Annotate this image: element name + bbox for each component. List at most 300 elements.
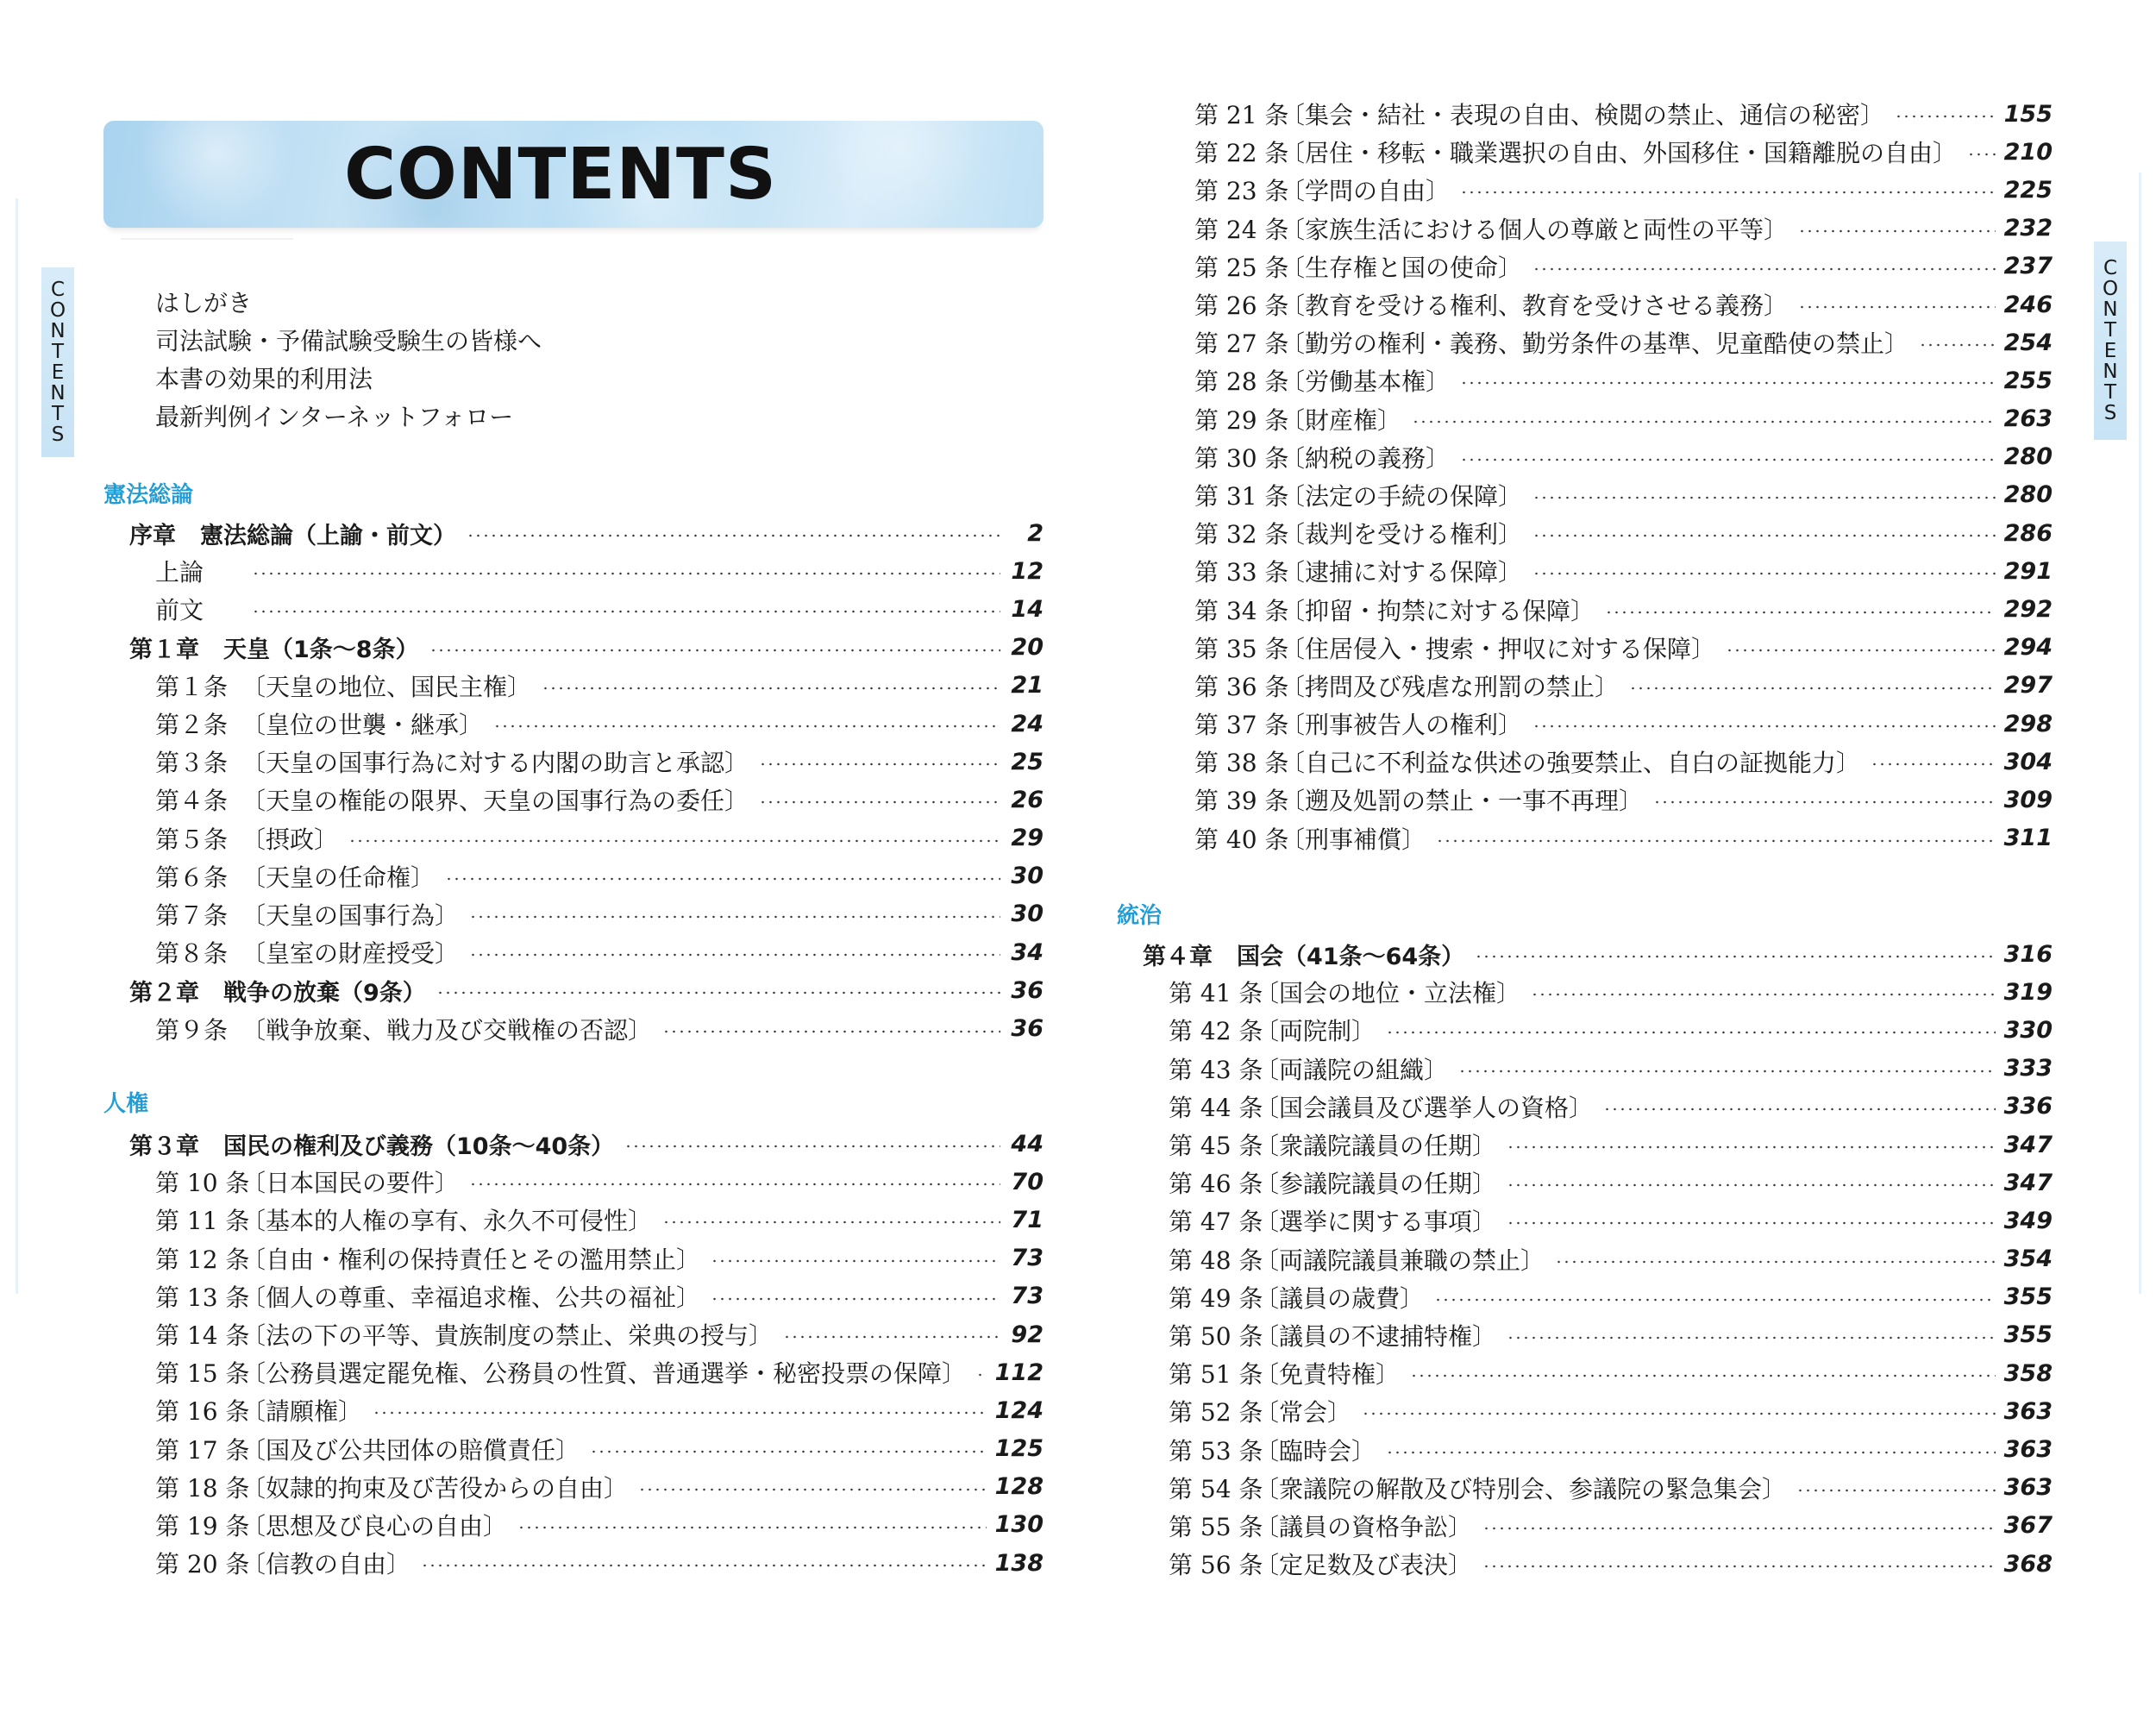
toc-number: 第 17 条 — [155, 1435, 250, 1465]
toc-title: 〔皇室の財産授受〕 — [241, 939, 460, 969]
toc-article-row[interactable] — [1143, 1088, 2053, 1126]
toc-page-number: 92 — [1011, 1321, 1044, 1348]
toc-title: 〔奴隷的拘束及び苦役からの自由〕 — [241, 1473, 629, 1503]
dot-leader — [1460, 458, 1996, 461]
dot-leader — [348, 839, 1000, 843]
toc-title: 〔逮捕に対する保障〕 — [1281, 558, 1523, 587]
toc-number: 第 29 条 — [1194, 405, 1289, 435]
toc-page-number: 297 — [2003, 672, 2053, 700]
toc-title: 〔国及び公共団体の賠償責任〕 — [241, 1435, 580, 1465]
toc-title: 〔臨時会〕 — [1255, 1436, 1376, 1465]
toc-article-row[interactable] — [1143, 1430, 2053, 1468]
toc-title: 〔国会議員及び選挙人の資格〕 — [1255, 1093, 1594, 1122]
section-heading-tochi: 統治 — [1117, 903, 1163, 929]
toc-article-row[interactable] — [1169, 629, 2053, 667]
toc-number: 第 18 条 — [155, 1473, 250, 1503]
dot-leader — [662, 1220, 1000, 1224]
toc-title: 〔生存権と国の使命〕 — [1281, 253, 1523, 282]
toc-page-number: 112 — [994, 1358, 1044, 1386]
dot-leader — [1460, 191, 1996, 194]
dot-leader — [1532, 572, 1996, 575]
toc-number: 第 51 条 — [1169, 1360, 1263, 1390]
toc-article-row[interactable] — [1143, 1278, 2053, 1316]
toc-number: 第 33 条 — [1194, 558, 1289, 587]
toc-article-row[interactable] — [129, 1544, 1044, 1582]
toc-number: 第 39 条 — [1194, 787, 1289, 816]
toc-page-number: 34 — [1011, 938, 1044, 966]
toc-title: 国会（41条～64条） — [1237, 943, 1465, 970]
toc-title: 〔思想及び良心の自由〕 — [241, 1511, 508, 1540]
toc-article-row[interactable] — [129, 1009, 1044, 1047]
dot-leader — [1482, 1565, 1996, 1568]
dot-leader — [1531, 993, 1996, 996]
toc-article-row[interactable] — [1169, 361, 2053, 399]
toc-article-row[interactable] — [129, 1277, 1044, 1315]
toc-title: 〔住居侵入・捜索・押収に対する保障〕 — [1281, 634, 1716, 663]
dot-leader — [252, 572, 1000, 575]
toc-article-row[interactable] — [1143, 1392, 2053, 1430]
toc-number: 第１章 — [129, 637, 199, 664]
toc-page-number: 30 — [1011, 863, 1044, 890]
toc-page-number: 298 — [2003, 710, 2053, 737]
toc-number: 第 25 条 — [1194, 253, 1289, 282]
toc-page-number: 304 — [2003, 748, 2053, 775]
toc-page-number: 263 — [2003, 405, 2053, 433]
toc-title: 〔刑事被告人の権利〕 — [1281, 711, 1523, 740]
toc-title: 〔納税の義務〕 — [1281, 443, 1451, 473]
toc-page-number: 73 — [1011, 1283, 1044, 1310]
dot-leader — [517, 1526, 987, 1529]
intro-item[interactable]: 最新判例インターネットフォロー — [155, 403, 514, 431]
toc-title: 〔皇位の世襲・継承〕 — [241, 711, 484, 740]
toc-number: 第 48 条 — [1169, 1246, 1263, 1275]
toc-article-row[interactable] — [129, 1315, 1044, 1353]
toc-page-number: 24 — [1011, 710, 1044, 737]
toc-number: 第 20 条 — [155, 1550, 250, 1579]
toc-page-number: 319 — [2003, 978, 2053, 1006]
toc-page-number: 70 — [1011, 1168, 1044, 1195]
toc-article-row[interactable] — [129, 895, 1044, 933]
intro-item[interactable]: 本書の効果的利用法 — [155, 365, 373, 393]
toc-page-number: 292 — [2003, 596, 2053, 624]
toc-article-row[interactable] — [1169, 133, 2053, 171]
toc-title: 〔天皇の地位、国民主権〕 — [241, 672, 532, 701]
toc-article-row[interactable] — [1143, 973, 2053, 1011]
dot-leader — [711, 1259, 1000, 1263]
toc-page-number: 354 — [2003, 1246, 2053, 1273]
toc-article-row[interactable] — [129, 1430, 1044, 1468]
toc-number: 第 45 条 — [1169, 1132, 1263, 1161]
toc-page-number: 333 — [2003, 1055, 2053, 1082]
toc-number: 第 40 条 — [1194, 825, 1289, 854]
dot-leader — [1555, 1260, 1996, 1264]
dot-leader — [469, 953, 1000, 957]
toc-number: 第 56 条 — [1169, 1551, 1263, 1580]
dot-leader — [1629, 687, 1996, 690]
toc-title: 〔抑留・拘禁に対する保障〕 — [1281, 596, 1595, 625]
section-heading-kenpo-soron: 憲法総論 — [103, 482, 194, 508]
toc-article-row[interactable] — [1143, 1050, 2053, 1088]
toc-title: 〔常会〕 — [1255, 1398, 1352, 1428]
toc-page-number: 36 — [1011, 976, 1044, 1004]
toc-page-number: 309 — [2003, 786, 2053, 813]
toc-number: 第 27 条 — [1194, 329, 1289, 359]
toc-number: 第 49 条 — [1169, 1283, 1263, 1313]
toc-chapter-row[interactable] — [129, 1125, 1044, 1163]
toc-number: 第 10 条 — [155, 1169, 250, 1198]
toc-title: 〔両院制〕 — [1255, 1017, 1376, 1046]
toc-chapter-row[interactable] — [129, 514, 1044, 552]
dot-leader — [1967, 153, 1996, 156]
side-tab — [2094, 242, 2127, 440]
toc-page-number: 347 — [2003, 1169, 2053, 1196]
toc-page-number: 368 — [2003, 1550, 2053, 1578]
side-tab-label: C O N T E N T S — [2102, 257, 2119, 424]
dot-leader — [467, 534, 1000, 537]
toc-page-number: 355 — [2003, 1321, 2053, 1349]
toc-page-number: 20 — [1011, 634, 1044, 662]
toc-article-row[interactable] — [129, 857, 1044, 895]
dot-leader — [1410, 1374, 1996, 1377]
toc-article-row[interactable] — [129, 1506, 1044, 1544]
toc-number: 第 37 条 — [1194, 711, 1289, 740]
toc-number: 第 44 条 — [1169, 1093, 1263, 1122]
toc-article-row[interactable] — [1143, 1202, 2053, 1239]
dot-leader — [1507, 1183, 1996, 1187]
toc-number: 第 30 条 — [1194, 443, 1289, 473]
toc-title: 〔信教の自由〕 — [241, 1550, 411, 1579]
toc-article-row[interactable] — [1169, 210, 2053, 248]
toc-article-row[interactable] — [1169, 705, 2053, 743]
toc-title: 〔両議院の組織〕 — [1255, 1055, 1449, 1084]
toc-title: 〔天皇の権能の限界、天皇の国事行為の委任〕 — [241, 787, 749, 816]
toc-title: 〔定足数及び表決〕 — [1255, 1551, 1473, 1580]
toc-title: 〔労働基本権〕 — [1281, 367, 1451, 397]
dot-leader — [1532, 725, 1996, 728]
toc-page-number: 210 — [2003, 138, 2053, 166]
dot-leader — [1605, 611, 1996, 614]
toc-title: 〔天皇の任命権〕 — [241, 863, 436, 892]
toc-title: 〔議員の不逮捕特権〕 — [1255, 1321, 1497, 1351]
toc-title: 〔天皇の国事行為に対する内閣の助言と承認〕 — [241, 749, 749, 778]
toc-article-row[interactable] — [129, 1391, 1044, 1429]
toc-page-number: 44 — [1011, 1130, 1044, 1158]
toc-article-row[interactable] — [1169, 286, 2053, 323]
toc-page-number: 138 — [994, 1549, 1044, 1577]
toc-page-number: 29 — [1011, 825, 1044, 852]
toc-article-row[interactable] — [1169, 248, 2053, 286]
toc-title: 〔摂政〕 — [241, 825, 339, 854]
toc-title: 〔国会の地位・立法権〕 — [1255, 979, 1521, 1008]
dot-leader — [421, 1564, 987, 1567]
toc-title: 〔議員の歳費〕 — [1255, 1283, 1425, 1313]
toc-page-number: 36 — [1011, 1015, 1044, 1043]
dot-leader — [1532, 496, 1996, 499]
toc-page-number: 125 — [994, 1435, 1044, 1463]
toc-title: 〔請願権〕 — [241, 1397, 363, 1427]
toc-list-left-1 — [129, 514, 1044, 1048]
dot-leader — [1919, 343, 1996, 347]
toc-page-number: 124 — [994, 1396, 1044, 1424]
toc-title: 憲法総論（上諭・前文） — [200, 522, 456, 549]
dot-leader — [759, 800, 1000, 804]
toc-chapter-row[interactable] — [129, 971, 1044, 1009]
dot-leader — [469, 915, 1000, 919]
dot-leader — [1507, 1336, 1996, 1340]
toc-number: 第 23 条 — [1194, 177, 1289, 206]
toc-article-row[interactable] — [129, 1163, 1044, 1201]
dot-leader — [1436, 839, 1996, 843]
toc-title: 〔遡及処罰の禁止・一事不再理〕 — [1281, 787, 1644, 816]
toc-article-row[interactable] — [129, 1353, 1044, 1391]
toc-page-number: 316 — [2003, 940, 2053, 968]
toc-title: 〔選挙に関する事項〕 — [1255, 1208, 1497, 1237]
toc-title: 〔集会・結社・表現の自由、検閲の禁止、通信の秘密〕 — [1281, 101, 1885, 130]
toc-title: 天皇（1条～8条） — [223, 637, 419, 664]
dot-leader — [252, 610, 1000, 613]
toc-page-number: 255 — [2003, 367, 2053, 394]
toc-title: 〔免責特権〕 — [1255, 1360, 1401, 1390]
toc-list-right-1 — [1169, 95, 2053, 857]
toc-number: 第８条 — [155, 939, 229, 969]
dot-leader — [429, 649, 1000, 652]
toc-number: 第 12 条 — [155, 1245, 250, 1274]
toc-article-row[interactable] — [1143, 1507, 2053, 1545]
dot-leader — [445, 877, 1000, 881]
toc-title: 〔裁判を受ける権利〕 — [1281, 520, 1523, 549]
toc-number: 第 14 条 — [155, 1321, 250, 1351]
toc-number: 第 32 条 — [1194, 520, 1289, 549]
toc-title: 〔公務員選定罷免権、公務員の性質、普通選挙・秘密投票の保障〕 — [241, 1359, 967, 1389]
toc-page-number: 330 — [2003, 1016, 2053, 1044]
toc-article-row[interactable] — [1143, 1354, 2053, 1392]
toc-number: 第 43 条 — [1169, 1055, 1263, 1084]
dot-leader — [1434, 1298, 1996, 1302]
toc-number: 第 24 条 — [1194, 215, 1289, 244]
toc-article-row[interactable] — [1143, 1316, 2053, 1354]
dot-leader — [1507, 1221, 1996, 1225]
toc-title: 国民の権利及び義務（10条～40条） — [223, 1133, 615, 1160]
toc-number: 第 21 条 — [1194, 101, 1289, 130]
dot-leader — [759, 762, 1000, 766]
intro-item[interactable]: 司法試験・予備試験受験生の皆様へ — [155, 327, 542, 355]
toc-number: 上論 — [155, 558, 204, 587]
toc-article-row[interactable] — [1169, 514, 2053, 552]
toc-number: 第 38 条 — [1194, 749, 1289, 778]
toc-article-row[interactable] — [1169, 590, 2053, 628]
toc-number: 第５条 — [155, 825, 229, 854]
toc-title: 〔刑事補償〕 — [1281, 825, 1426, 854]
toc-article-row[interactable] — [1169, 95, 2053, 133]
toc-number: 第 46 条 — [1169, 1170, 1263, 1199]
toc-page-number: 363 — [2003, 1436, 2053, 1464]
toc-page-number: 355 — [2003, 1283, 2053, 1311]
toc-title: 〔法定の手続の保障〕 — [1281, 481, 1523, 511]
dot-leader — [1798, 229, 1996, 233]
toc-article-row[interactable] — [1143, 1545, 2053, 1583]
toc-number: 第 36 条 — [1194, 672, 1289, 701]
dot-leader — [590, 1450, 987, 1453]
toc-page-number: 232 — [2003, 215, 2053, 242]
toc-number: 第 50 条 — [1169, 1321, 1263, 1351]
dot-leader — [469, 1183, 1000, 1186]
toc-number: 第 31 条 — [1194, 481, 1289, 511]
toc-number: 第 11 条 — [155, 1207, 250, 1236]
toc-article-row[interactable] — [129, 743, 1044, 781]
toc-page-number: 286 — [2003, 519, 2053, 547]
toc-title: 〔衆議院の解散及び特別会、参議院の緊急集会〕 — [1255, 1474, 1787, 1503]
dot-leader — [1458, 1070, 1996, 1073]
toc-number: 第３条 — [155, 749, 229, 778]
toc-number: 第 15 条 — [155, 1359, 250, 1389]
toc-title: 〔学問の自由〕 — [1281, 177, 1451, 206]
toc-article-row[interactable] — [1169, 819, 2053, 857]
toc-number: 第４条 — [155, 787, 229, 816]
toc-article-row[interactable] — [1169, 438, 2053, 476]
toc-page-number: 25 — [1011, 748, 1044, 775]
toc-page-number: 12 — [1011, 557, 1044, 585]
toc-number: 第 35 条 — [1194, 634, 1289, 663]
toc-page-number: 363 — [2003, 1397, 2053, 1425]
toc-page-number: 71 — [1011, 1206, 1044, 1233]
toc-number: 第７条 — [155, 900, 229, 930]
dot-leader — [1460, 381, 1996, 385]
dot-leader — [1871, 762, 1996, 766]
toc-list-right-2 — [1143, 935, 2053, 1583]
dot-leader — [638, 1488, 987, 1491]
toc-title: 〔家族生活における個人の尊厳と両性の平等〕 — [1281, 215, 1789, 244]
toc-title: 〔参議院議員の任期〕 — [1255, 1170, 1497, 1199]
side-tab-label: C O N T E N T S — [49, 279, 66, 446]
dot-leader — [373, 1411, 987, 1415]
toc-page-number: 155 — [2003, 100, 2053, 128]
toc-page-number: 363 — [2003, 1474, 2053, 1502]
intro-item[interactable]: はしがき — [155, 289, 253, 317]
toc-number: 第 34 条 — [1194, 596, 1289, 625]
toc-article-row[interactable] — [1169, 552, 2053, 590]
dot-leader — [624, 1145, 1000, 1148]
toc-article-row[interactable] — [129, 705, 1044, 743]
toc-page-number: 30 — [1011, 900, 1044, 928]
toc-number: 第２章 — [129, 979, 199, 1007]
toc-page-number: 311 — [2003, 825, 2053, 852]
toc-article-row[interactable] — [129, 1468, 1044, 1506]
toc-title: 〔議員の資格争訟〕 — [1255, 1512, 1473, 1541]
toc-article-row[interactable] — [1143, 1164, 2053, 1202]
toc-number: 第４章 — [1143, 943, 1213, 970]
toc-page-number: 2 — [1027, 519, 1044, 547]
toc-number: 第 53 条 — [1169, 1436, 1263, 1465]
toc-page-number: 21 — [1011, 672, 1044, 700]
side-tab — [41, 267, 74, 457]
toc-article-row[interactable] — [1169, 781, 2053, 819]
dot-leader — [493, 725, 1000, 728]
toc-number: 序章 — [129, 522, 176, 549]
toc-page-number: 291 — [2003, 557, 2053, 585]
toc-page-number: 246 — [2003, 291, 2053, 318]
dot-leader — [436, 991, 1000, 995]
toc-article-row[interactable] — [1169, 400, 2053, 438]
toc-number: 第 19 条 — [155, 1511, 250, 1540]
toc-article-row[interactable] — [1143, 1126, 2053, 1164]
toc-page-number: 225 — [2003, 176, 2053, 204]
dot-leader — [711, 1297, 1000, 1301]
toc-title: 〔居住・移転・職業選択の自由、外国移住・国籍離脱の自由〕 — [1281, 139, 1958, 168]
dot-leader — [662, 1030, 1000, 1033]
toc-page-number: 237 — [2003, 253, 2053, 280]
toc-number: 前文 — [155, 596, 204, 625]
dot-leader — [542, 687, 1000, 690]
toc-title: 〔両議院議員兼職の禁止〕 — [1255, 1246, 1545, 1275]
toc-page-number: 128 — [994, 1473, 1044, 1501]
side-divider — [16, 198, 18, 1294]
toc-chapter-row[interactable] — [1143, 935, 2053, 973]
toc-article-row[interactable] — [129, 1239, 1044, 1277]
toc-title: 〔衆議院議員の任期〕 — [1255, 1132, 1497, 1161]
toc-article-row[interactable] — [129, 781, 1044, 819]
toc-number: 第 47 条 — [1169, 1208, 1263, 1237]
toc-title: 〔教育を受ける権利、教育を受けさせる義務〕 — [1281, 292, 1789, 321]
section-heading-jinken: 人権 — [103, 1091, 149, 1117]
intro-list — [155, 285, 542, 436]
dot-leader — [1482, 1527, 1996, 1530]
toc-title: 〔財産権〕 — [1281, 405, 1402, 435]
toc-article-row[interactable] — [1143, 1469, 2053, 1507]
contents-banner — [103, 121, 1044, 228]
dot-leader — [1386, 1451, 1996, 1454]
toc-number: 第 41 条 — [1169, 979, 1263, 1008]
toc-article-row[interactable] — [129, 590, 1044, 628]
toc-article-row[interactable] — [129, 1201, 1044, 1239]
toc-article-row[interactable] — [129, 819, 1044, 857]
toc-title: 〔天皇の国事行為〕 — [241, 900, 460, 930]
toc-article-row[interactable] — [1169, 667, 2053, 705]
toc-title: 〔個人の尊重、幸福追求権、公共の福祉〕 — [241, 1283, 701, 1312]
toc-number: 第 16 条 — [155, 1397, 250, 1427]
toc-article-row[interactable] — [1169, 476, 2053, 514]
toc-number: 第 52 条 — [1169, 1398, 1263, 1428]
dot-leader — [1798, 305, 1996, 309]
toc-page-number: 26 — [1011, 786, 1044, 813]
toc-article-row[interactable] — [129, 667, 1044, 705]
toc-article-row[interactable] — [1169, 323, 2053, 361]
toc-article-row[interactable] — [1169, 171, 2053, 209]
toc-number: 第 28 条 — [1194, 367, 1289, 397]
toc-article-row[interactable] — [129, 552, 1044, 590]
dot-leader — [1412, 420, 1996, 424]
toc-title: 〔法の下の平等、貴族制度の禁止、栄典の授与〕 — [241, 1321, 774, 1351]
toc-chapter-row[interactable] — [129, 629, 1044, 667]
dot-leader — [783, 1335, 1000, 1339]
toc-article-row[interactable] — [1143, 1240, 2053, 1278]
toc-number: 第６条 — [155, 863, 229, 892]
toc-article-row[interactable] — [1169, 743, 2053, 781]
toc-title: 〔基本的人権の享有、永久不可侵性〕 — [241, 1207, 653, 1236]
toc-number: 第 42 条 — [1169, 1017, 1263, 1046]
dot-leader — [1386, 1031, 1996, 1034]
toc-title: 〔自己に不利益な供述の強要禁止、自白の証拠能力〕 — [1281, 749, 1861, 778]
toc-article-row[interactable] — [129, 933, 1044, 971]
right-page — [1078, 0, 2156, 1713]
dot-leader — [1532, 267, 1996, 271]
toc-page-number: 367 — [2003, 1512, 2053, 1540]
toc-article-row[interactable] — [1143, 1011, 2053, 1049]
toc-page-number: 73 — [1011, 1245, 1044, 1272]
toc-number: 第 26 条 — [1194, 292, 1289, 321]
dot-leader — [1507, 1145, 1996, 1149]
page-title: CONTENTS — [343, 133, 778, 216]
toc-page-number: 280 — [2003, 481, 2053, 509]
